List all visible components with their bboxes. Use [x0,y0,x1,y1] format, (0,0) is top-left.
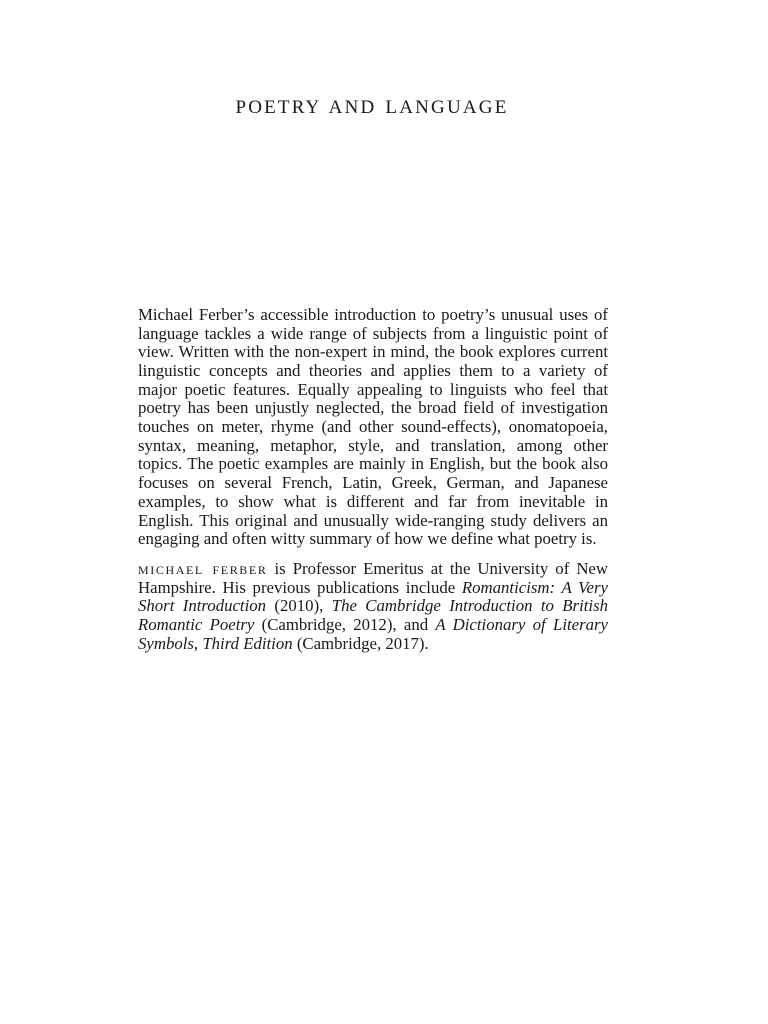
bio-text-year-2: (Cambridge, 2012), and [254,614,436,634]
bio-text-year-1: (2010), [266,596,332,616]
bio-text-year-3: (Cambridge, 2017). [292,633,429,653]
book-title-dictionary: A Dictionary of Literary Symbols, Third Edition [138,614,608,653]
book-title: POETRY AND LANGUAGE [235,96,509,118]
bio-intro: is Professor Emeritus at the University of New Hampshire. His previous publications include [138,558,608,597]
author-name: michael ferber [138,558,268,578]
book-title-cambridge-introduction: The Cambridge Introduction to British Romantic Poetry [138,596,608,634]
book-description: Michael Ferber’s accessible introduction to poetry’s unusual uses of language tackles a wide range of subjects from a linguistic point of view. Written with the non-expert in mind, the book explores current linguistic concepts and theories and applies them to a variety of major poetic features. Equally appealing to linguists who feel that poetry has been unjustly neglected, the broad field of investigation touches on meter, rhyme (and other sound-effects), onomatopoeia, syntax, meaning, metaphor, style, and translation, among other topics. The poetic examples are mainly in English, but the book also focuses on several French, Latin, Greek, German, and Japanese examples, to show what is different and far from inevitable in English. This original and unusually wide-ranging study delivers an engaging and often witty summary of how we define what poetry is. [138,304,608,549]
author-bio [138,560,608,654]
book-title-romanticism: Romanticism: A Very Short Introduction [138,577,608,616]
